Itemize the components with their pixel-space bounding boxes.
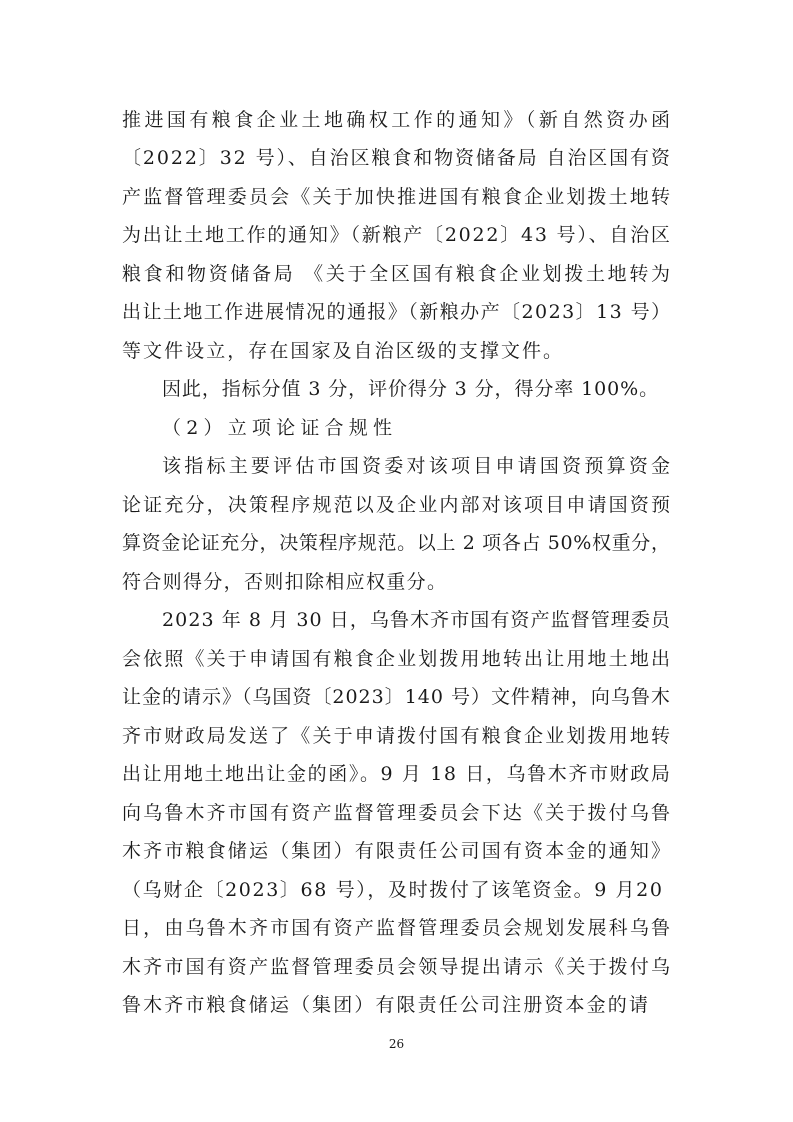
text-line-14 — [0, 602, 793, 638]
text-line-20-content: 木齐市粮食储运（集团）有限责任公司国有资本金的通知》 — [122, 840, 673, 862]
text-line-5-content: 粮食和物资储备局 《关于全区国有粮食企业划拨土地转为 — [122, 263, 673, 285]
text-line-2 — [0, 140, 793, 176]
text-line-17-content: 齐市财政局发送了《关于申请拨付国有粮食企业划拨用地转 — [122, 725, 673, 747]
text-line-15 — [0, 641, 793, 677]
text-line-10-content: 该指标主要评估市国资委对该项目申请国资预算资金 — [162, 455, 674, 477]
text-line-19-content: 向乌鲁木齐市国有资产监督管理委员会下达《关于拨付乌鲁 — [122, 802, 673, 824]
text-line-1-content: 推进国有粮食企业土地确权工作的通知》（新自然资办函 — [122, 109, 674, 131]
text-line-4-content: 为出让土地工作的通知》（新粮产〔2022〕43 号）、自治区 — [122, 224, 672, 246]
text-line-3-content: 产监督管理委员会《关于加快推进国有粮食企业划拨土地转 — [122, 186, 673, 208]
text-line-24-content: 鲁木齐市粮食储运（集团）有限责任公司注册资本金的请 — [122, 994, 651, 1016]
text-line-9-content: （2）立项论证合规性 — [162, 417, 398, 439]
text-line-15-content: 会依照《关于申请国有粮食企业划拨用地转出让用地土地出 — [122, 648, 673, 670]
text-line-22 — [0, 910, 793, 946]
text-line-13-content: 符合则得分，否则扣除相应权重分。 — [122, 571, 448, 593]
text-line-6-content: 出让土地工作进展情况的通报》（新粮办产〔2023〕13 号） — [122, 301, 672, 323]
text-line-18-content: 出让用地土地出让金的函》。9 月 18 日，乌鲁木齐市财政局 — [122, 763, 672, 785]
text-line-21-content: （乌财企〔2023〕68 号），及时拨付了该笔资金。9 月20 — [122, 879, 664, 901]
text-line-7-content: 等文件设立，存在国家及自治区级的支撑文件。 — [122, 340, 565, 362]
text-line-9 — [0, 410, 793, 446]
text-line-2-content: 〔2022〕32 号）、自治区粮食和物资储备局 自治区国有资 — [122, 147, 672, 169]
text-line-12 — [0, 525, 793, 561]
text-line-1 — [0, 102, 793, 138]
text-line-24 — [0, 987, 793, 1023]
text-line-6 — [0, 294, 793, 330]
text-line-8 — [0, 371, 793, 407]
text-line-16-content: 让金的请示》（乌国资〔2023〕140 号）文件精神，向乌鲁木 — [122, 686, 671, 708]
text-line-23 — [0, 949, 793, 985]
text-line-11-content: 论证充分，决策程序规范以及企业内部对该项目申请国资预 — [122, 494, 673, 516]
text-line-4 — [0, 217, 793, 253]
text-line-17 — [0, 718, 793, 754]
text-line-18 — [0, 756, 793, 792]
text-line-3 — [0, 179, 793, 215]
text-line-22-content: 日，由乌鲁木齐市国有资产监督管理委员会规划发展科乌鲁 — [122, 917, 673, 939]
text-line-19 — [0, 795, 793, 831]
page-number: 26 — [388, 1037, 405, 1051]
text-line-10 — [0, 448, 793, 484]
text-line-5 — [0, 256, 793, 292]
text-line-14-content: 2023 年 8 月 30 日，乌鲁木齐市国有资产监督管理委员 — [162, 609, 671, 631]
text-line-8-content: 因此，指标分值 3 分，评价得分 3 分，得分率 100%。 — [162, 378, 659, 400]
text-line-11 — [0, 487, 793, 523]
text-line-12-content: 算资金论证充分，决策程序规范。以上 2 项各占 50%权重分， — [122, 532, 671, 554]
text-line-23-content: 木齐市国有资产监督管理委员会领导提出请示《关于拨付乌 — [122, 956, 673, 978]
text-line-21 — [0, 872, 793, 908]
text-line-20 — [0, 833, 793, 869]
text-line-13 — [0, 564, 793, 600]
text-line-7 — [0, 333, 793, 369]
text-line-16 — [0, 679, 793, 715]
